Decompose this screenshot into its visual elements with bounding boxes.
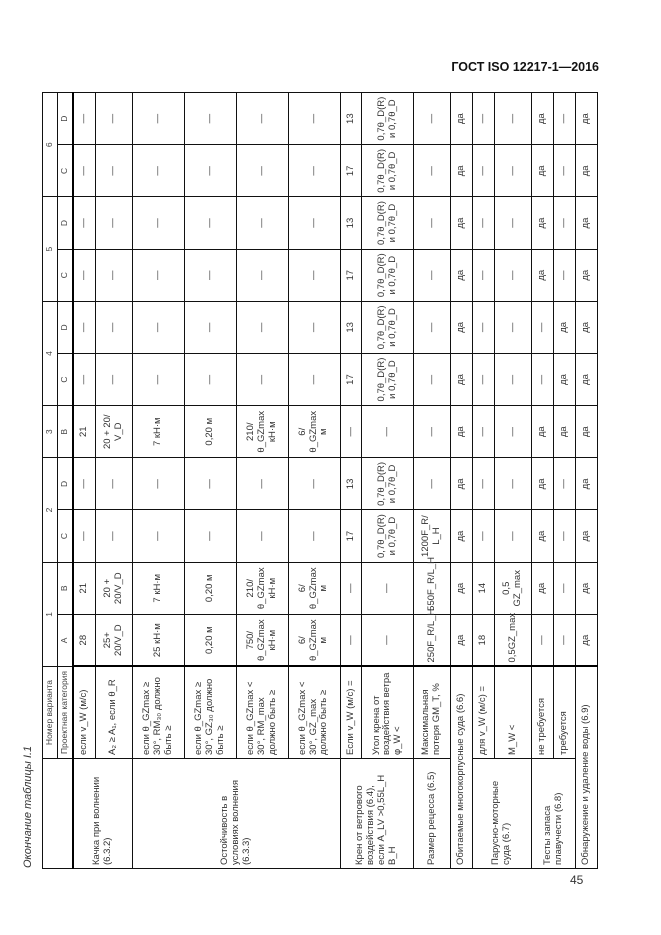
value-cell: —	[414, 353, 451, 405]
value-cell: —	[73, 93, 96, 145]
row-sub-label: для v_W (м/с) =	[473, 667, 495, 759]
value-cell: 13	[340, 197, 362, 249]
value-cell: —	[495, 406, 532, 458]
value-cell: —	[132, 93, 184, 145]
value-cell: —	[288, 353, 340, 405]
value-cell: да	[575, 145, 597, 197]
value-cell: 7 кН·м	[132, 562, 184, 614]
row-sub-label: требуется	[554, 667, 576, 759]
value-cell: 17	[340, 510, 362, 562]
value-cell: —	[554, 562, 576, 614]
value-cell: —	[414, 406, 451, 458]
table-row	[184, 93, 236, 869]
value-cell: да	[532, 510, 554, 562]
row-group-label: Размер рецесса (6.5)	[414, 759, 451, 869]
value-cell: —	[95, 458, 132, 510]
table-row	[532, 93, 554, 869]
value-cell: —	[184, 510, 236, 562]
value-cell: —	[554, 614, 576, 666]
table-row	[132, 93, 184, 869]
value-cell: 14	[473, 562, 495, 614]
value-cell: 0,20 м	[184, 406, 236, 458]
value-cell: да	[575, 301, 597, 353]
category-cell: D	[57, 93, 72, 145]
table-row	[495, 93, 532, 869]
value-cell: 6/ θ_GZmax м	[288, 614, 340, 666]
value-cell: —	[95, 301, 132, 353]
value-cell: да	[451, 510, 473, 562]
value-cell: —	[495, 145, 532, 197]
value-cell: 17	[340, 145, 362, 197]
value-cell: 0,20 м	[184, 614, 236, 666]
category-cell: D	[57, 301, 72, 353]
row-sub-label: если θ_GZmax ≥ 30°, RM₃₀ должно быть ≥	[132, 667, 184, 759]
value-cell: —	[95, 353, 132, 405]
value-cell: 0,7θ_D(R) и 0,7θ_D	[362, 301, 414, 353]
value-cell: —	[532, 614, 554, 666]
value-cell: —	[73, 353, 96, 405]
value-cell: —	[473, 301, 495, 353]
row-sub-label: если θ_GZmax < 30°, GZ_max должно быть ≥	[288, 667, 340, 759]
table-row	[73, 93, 96, 869]
value-cell: —	[554, 197, 576, 249]
value-cell: —	[554, 93, 576, 145]
value-cell: —	[95, 145, 132, 197]
value-cell: 25+ 20/V_D	[95, 614, 132, 666]
value-cell: 25 кН·м	[132, 614, 184, 666]
table-row	[451, 93, 473, 869]
value-cell: —	[340, 562, 362, 614]
value-cell: да	[532, 249, 554, 301]
row-group-label: Качка при волнении (6.3.2)	[73, 759, 133, 869]
value-cell: —	[184, 353, 236, 405]
value-cell: да	[532, 458, 554, 510]
value-cell: —	[288, 93, 340, 145]
value-cell: —	[184, 458, 236, 510]
value-cell: —	[132, 353, 184, 405]
value-cell: да	[575, 197, 597, 249]
value-cell: да	[532, 406, 554, 458]
category-cell: C	[57, 249, 72, 301]
value-cell: —	[184, 93, 236, 145]
category-cell: A	[57, 614, 72, 666]
table-row	[575, 93, 597, 869]
value-cell: да	[575, 353, 597, 405]
value-cell: —	[288, 510, 340, 562]
value-cell: —	[184, 145, 236, 197]
value-cell: 0,7θ_D(R) и 0,7θ_D	[362, 93, 414, 145]
value-cell: да	[451, 145, 473, 197]
value-cell: да	[451, 301, 473, 353]
value-cell: да	[451, 614, 473, 666]
value-cell: —	[414, 197, 451, 249]
value-cell: —	[132, 301, 184, 353]
value-cell: 0,7θ_D(R) и 0,7θ_D	[362, 458, 414, 510]
value-cell: —	[73, 145, 96, 197]
value-cell: —	[73, 197, 96, 249]
variant-number-label: Номер варианта	[43, 667, 58, 759]
category-cell: C	[57, 353, 72, 405]
value-cell: —	[362, 614, 414, 666]
value-cell: —	[473, 510, 495, 562]
value-cell: 750/ θ_GZmax кН·м	[236, 614, 288, 666]
row-group-label: Обитаемые многокорпусные суда (6.6)	[451, 667, 473, 869]
value-cell: 6/ θ_GZmax м	[288, 406, 340, 458]
value-cell: 13	[340, 93, 362, 145]
row-group-label: Крен от ветрового воздействия (6.4), если A_LV >0,55L_H B_H	[340, 759, 414, 869]
variant-4: 4	[43, 301, 58, 405]
value-cell: —	[236, 197, 288, 249]
value-cell: —	[495, 510, 532, 562]
value-cell: 17	[340, 353, 362, 405]
value-cell: —	[473, 406, 495, 458]
value-cell: —	[554, 510, 576, 562]
row-group-label: Парусно-моторные суда (6.7)	[473, 759, 532, 869]
value-cell: —	[554, 145, 576, 197]
table-row	[95, 93, 132, 869]
row-sub-label: не требуется	[532, 667, 554, 759]
document-standard-header: ГОСТ ISO 12217-1—2016	[451, 60, 599, 74]
value-cell: да	[532, 197, 554, 249]
value-cell: да	[575, 458, 597, 510]
value-cell: —	[288, 249, 340, 301]
value-cell: 210/ θ_GZmax кН·м	[236, 406, 288, 458]
value-cell: да	[575, 406, 597, 458]
value-cell: —	[132, 145, 184, 197]
value-cell: —	[473, 353, 495, 405]
value-cell: 550F_R/L_H	[414, 562, 451, 614]
row-sub-label: Максимальная потеря GM_T, %	[414, 667, 451, 759]
table-row	[340, 93, 362, 869]
row-group-label: Обнаружение и удаление воды (6.9)	[575, 667, 597, 869]
value-cell: 21	[73, 406, 96, 458]
table-row	[288, 93, 340, 869]
value-cell: —	[236, 93, 288, 145]
value-cell: —	[236, 510, 288, 562]
value-cell: да	[575, 249, 597, 301]
value-cell: —	[73, 301, 96, 353]
value-cell: да	[575, 510, 597, 562]
value-cell: 20 + 20/ V_D	[95, 406, 132, 458]
stability-requirements-table	[42, 92, 598, 869]
value-cell: —	[236, 353, 288, 405]
design-category-label: Проектная категория	[57, 667, 72, 759]
value-cell: да	[575, 562, 597, 614]
value-cell: да	[532, 562, 554, 614]
value-cell: —	[554, 249, 576, 301]
value-cell: 18	[473, 614, 495, 666]
value-cell: 0,7θ_D(R) и 0,7θ_D	[362, 510, 414, 562]
value-cell: да	[451, 93, 473, 145]
value-cell: —	[473, 197, 495, 249]
row-group-label: Остойчивость в условиях волнения (6.3.3)	[132, 759, 340, 869]
value-cell: —	[132, 249, 184, 301]
value-cell: да	[532, 145, 554, 197]
value-cell: —	[340, 406, 362, 458]
value-cell: да	[554, 301, 576, 353]
table-row	[236, 93, 288, 869]
value-cell: —	[473, 145, 495, 197]
variant-6: 6	[43, 93, 58, 197]
value-cell: 0,7θ_D(R) и 0,7θ_D	[362, 197, 414, 249]
row-sub-label: если θ_GZmax < 30°, RM_max должно быть ≥	[236, 667, 288, 759]
category-cell: D	[57, 458, 72, 510]
value-cell: 21	[73, 562, 96, 614]
table-row	[362, 93, 414, 869]
value-cell: —	[495, 93, 532, 145]
value-cell: —	[288, 197, 340, 249]
value-cell: да	[451, 197, 473, 249]
value-cell: да	[554, 353, 576, 405]
value-cell: —	[554, 458, 576, 510]
value-cell: 0,20 м	[184, 562, 236, 614]
value-cell: да	[554, 406, 576, 458]
value-cell: —	[473, 249, 495, 301]
category-header-row	[57, 93, 72, 869]
value-cell: 20 + 20/V_D	[95, 562, 132, 614]
value-cell: —	[184, 249, 236, 301]
value-cell: —	[236, 458, 288, 510]
value-cell: 210/ θ_GZmax кН·м	[236, 562, 288, 614]
value-cell: —	[362, 406, 414, 458]
table-row	[414, 93, 451, 869]
value-cell: —	[473, 458, 495, 510]
value-cell: —	[532, 301, 554, 353]
value-cell: —	[288, 458, 340, 510]
value-cell: —	[414, 145, 451, 197]
value-cell: —	[495, 197, 532, 249]
value-cell: —	[184, 301, 236, 353]
variant-2: 2	[43, 458, 58, 562]
category-cell: B	[57, 562, 72, 614]
value-cell: —	[495, 458, 532, 510]
value-cell: —	[95, 93, 132, 145]
value-cell: —	[236, 249, 288, 301]
category-cell: D	[57, 197, 72, 249]
value-cell: —	[414, 93, 451, 145]
value-cell: —	[495, 301, 532, 353]
value-cell: да	[451, 249, 473, 301]
value-cell: 1200F_R/ L_H	[414, 510, 451, 562]
value-cell: —	[95, 197, 132, 249]
value-cell: 250F_R/L_H	[414, 614, 451, 666]
value-cell: 0,7θ_D(R) и 0,7θ_D	[362, 249, 414, 301]
row-sub-label: M_W <	[495, 667, 532, 759]
value-cell: 6/ θ_GZmax м	[288, 562, 340, 614]
value-cell: —	[414, 249, 451, 301]
value-cell: да	[575, 614, 597, 666]
value-cell: —	[132, 197, 184, 249]
value-cell: 13	[340, 301, 362, 353]
value-cell: да	[451, 458, 473, 510]
value-cell: —	[532, 353, 554, 405]
row-sub-label: если θ_GZmax ≥ 30°, GZ₃₀ должно быть ≥	[184, 667, 236, 759]
category-cell: C	[57, 510, 72, 562]
variant-1: 1	[43, 562, 58, 666]
value-cell: 28	[73, 614, 96, 666]
value-cell: —	[340, 614, 362, 666]
value-cell: 17	[340, 249, 362, 301]
value-cell: да	[575, 93, 597, 145]
value-cell: 0,5 GZ_max	[495, 562, 532, 614]
value-cell: 0,7θ_D(R) и 0,7θ_D	[362, 353, 414, 405]
category-cell: C	[57, 145, 72, 197]
value-cell: —	[362, 562, 414, 614]
value-cell: —	[73, 458, 96, 510]
value-cell: да	[532, 93, 554, 145]
value-cell: —	[73, 249, 96, 301]
value-cell: 7 кН·м	[132, 406, 184, 458]
value-cell: —	[495, 249, 532, 301]
variant-3: 3	[43, 406, 58, 458]
value-cell: —	[132, 458, 184, 510]
category-cell: B	[57, 406, 72, 458]
table-row	[473, 93, 495, 869]
value-cell: —	[288, 145, 340, 197]
value-cell: —	[236, 301, 288, 353]
value-cell: да	[451, 353, 473, 405]
value-cell: —	[73, 510, 96, 562]
variant-5: 5	[43, 197, 58, 301]
table-body	[73, 93, 598, 869]
rotated-table-container	[42, 92, 598, 869]
value-cell: —	[132, 510, 184, 562]
table-caption: Окончание таблицы I.1	[22, 745, 34, 868]
row-sub-label: Угол крена от воздействия ветра φ_W <	[362, 667, 414, 759]
value-cell: 0,7θ_D(R) и 0,7θ_D	[362, 145, 414, 197]
value-cell: —	[473, 93, 495, 145]
value-cell: —	[184, 197, 236, 249]
value-cell: 13	[340, 458, 362, 510]
value-cell: да	[451, 406, 473, 458]
row-sub-label: A₂ ≥ A₁, если θ_R	[95, 667, 132, 759]
value-cell: да	[451, 562, 473, 614]
value-cell: —	[95, 249, 132, 301]
table-row	[554, 93, 576, 869]
row-sub-label: Если v_W (м/с) =	[340, 667, 362, 759]
value-cell: —	[236, 145, 288, 197]
value-cell: —	[288, 301, 340, 353]
value-cell: —	[414, 301, 451, 353]
row-sub-label: если v_W (м/с)	[73, 667, 96, 759]
value-cell: —	[95, 510, 132, 562]
value-cell: 0,5GZ_max	[495, 614, 532, 666]
value-cell: —	[495, 353, 532, 405]
page-number: 45	[570, 873, 584, 887]
row-group-label: Тесты запаса плавучести (6.8)	[532, 759, 576, 869]
group-header-empty	[43, 759, 73, 869]
variant-header-row	[43, 93, 58, 869]
value-cell: —	[414, 458, 451, 510]
